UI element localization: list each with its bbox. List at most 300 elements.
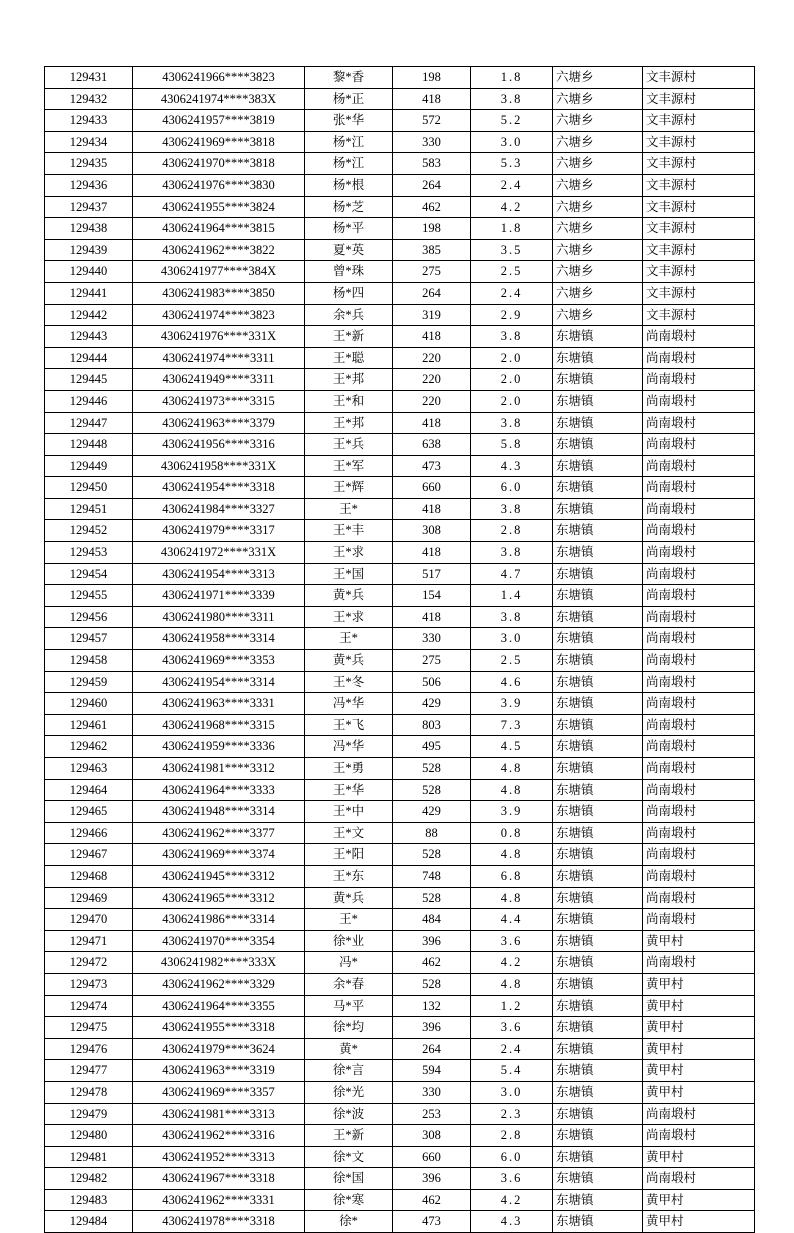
cell-seq: 129446 bbox=[45, 390, 133, 412]
cell-town: 东塘镇 bbox=[553, 347, 643, 369]
cell-town: 东塘镇 bbox=[553, 563, 643, 585]
cell-town: 六塘乡 bbox=[553, 261, 643, 283]
cell-town: 东塘镇 bbox=[553, 995, 643, 1017]
table-row bbox=[45, 218, 755, 240]
table-row bbox=[45, 650, 755, 672]
cell-town: 东塘镇 bbox=[553, 606, 643, 628]
cell-seq: 129470 bbox=[45, 909, 133, 931]
cell-rate: 3.9 bbox=[471, 801, 553, 823]
cell-village: 尚南塅村 bbox=[643, 498, 755, 520]
cell-amount: 803 bbox=[393, 714, 471, 736]
cell-seq: 129479 bbox=[45, 1103, 133, 1125]
cell-village: 尚南塅村 bbox=[643, 758, 755, 780]
cell-amount: 220 bbox=[393, 369, 471, 391]
cell-seq: 129472 bbox=[45, 952, 133, 974]
cell-amount: 528 bbox=[393, 779, 471, 801]
cell-amount: 396 bbox=[393, 930, 471, 952]
cell-seq: 129481 bbox=[45, 1146, 133, 1168]
cell-town: 东塘镇 bbox=[553, 1189, 643, 1211]
cell-town: 东塘镇 bbox=[553, 1125, 643, 1147]
cell-amount: 429 bbox=[393, 693, 471, 715]
cell-seq: 129443 bbox=[45, 326, 133, 348]
cell-town: 东塘镇 bbox=[553, 498, 643, 520]
cell-name: 王*军 bbox=[305, 455, 393, 477]
cell-rate: 5.3 bbox=[471, 153, 553, 175]
cell-rate: 4.6 bbox=[471, 671, 553, 693]
cell-id_number: 4306241976****3830 bbox=[133, 174, 305, 196]
cell-rate: 2.5 bbox=[471, 650, 553, 672]
cell-village: 文丰源村 bbox=[643, 110, 755, 132]
cell-rate: 2.0 bbox=[471, 390, 553, 412]
cell-town: 六塘乡 bbox=[553, 174, 643, 196]
cell-rate: 3.8 bbox=[471, 326, 553, 348]
cell-village: 文丰源村 bbox=[643, 196, 755, 218]
cell-town: 东塘镇 bbox=[553, 779, 643, 801]
cell-name: 杨*四 bbox=[305, 282, 393, 304]
cell-rate: 2.8 bbox=[471, 520, 553, 542]
cell-seq: 129458 bbox=[45, 650, 133, 672]
cell-amount: 429 bbox=[393, 801, 471, 823]
cell-rate: 4.8 bbox=[471, 887, 553, 909]
table-row bbox=[45, 261, 755, 283]
cell-town: 六塘乡 bbox=[553, 67, 643, 89]
cell-id_number: 4306241962****3377 bbox=[133, 822, 305, 844]
cell-rate: 2.4 bbox=[471, 1038, 553, 1060]
cell-village: 尚南塅村 bbox=[643, 693, 755, 715]
cell-seq: 129467 bbox=[45, 844, 133, 866]
table-row bbox=[45, 1146, 755, 1168]
cell-name: 曾*珠 bbox=[305, 261, 393, 283]
table-row bbox=[45, 887, 755, 909]
cell-id_number: 4306241962****3329 bbox=[133, 973, 305, 995]
table-row bbox=[45, 736, 755, 758]
cell-id_number: 4306241964****3333 bbox=[133, 779, 305, 801]
cell-village: 尚南塅村 bbox=[643, 844, 755, 866]
cell-amount: 660 bbox=[393, 477, 471, 499]
cell-seq: 129436 bbox=[45, 174, 133, 196]
cell-village: 文丰源村 bbox=[643, 88, 755, 110]
cell-id_number: 4306241969****3353 bbox=[133, 650, 305, 672]
cell-town: 东塘镇 bbox=[553, 1060, 643, 1082]
cell-name: 黄*兵 bbox=[305, 650, 393, 672]
cell-rate: 3.8 bbox=[471, 498, 553, 520]
cell-name: 冯*华 bbox=[305, 693, 393, 715]
cell-amount: 88 bbox=[393, 822, 471, 844]
cell-rate: 2.4 bbox=[471, 282, 553, 304]
cell-rate: 3.5 bbox=[471, 239, 553, 261]
cell-village: 尚南塅村 bbox=[643, 1125, 755, 1147]
cell-name: 王*文 bbox=[305, 822, 393, 844]
cell-id_number: 4306241955****3824 bbox=[133, 196, 305, 218]
cell-seq: 129444 bbox=[45, 347, 133, 369]
cell-seq: 129435 bbox=[45, 153, 133, 175]
cell-name: 黄*兵 bbox=[305, 585, 393, 607]
cell-id_number: 4306241979****3317 bbox=[133, 520, 305, 542]
table-row bbox=[45, 196, 755, 218]
cell-seq: 129451 bbox=[45, 498, 133, 520]
cell-village: 文丰源村 bbox=[643, 282, 755, 304]
cell-name: 徐*光 bbox=[305, 1081, 393, 1103]
cell-village: 尚南塅村 bbox=[643, 650, 755, 672]
cell-village: 文丰源村 bbox=[643, 239, 755, 261]
table-row bbox=[45, 110, 755, 132]
cell-seq: 129463 bbox=[45, 758, 133, 780]
cell-town: 东塘镇 bbox=[553, 909, 643, 931]
cell-name: 杨*江 bbox=[305, 131, 393, 153]
cell-id_number: 4306241966****3823 bbox=[133, 67, 305, 89]
cell-name: 徐*业 bbox=[305, 930, 393, 952]
cell-rate: 4.8 bbox=[471, 779, 553, 801]
cell-amount: 385 bbox=[393, 239, 471, 261]
cell-name: 王*中 bbox=[305, 801, 393, 823]
cell-village: 黄甲村 bbox=[643, 995, 755, 1017]
cell-rate: 3.6 bbox=[471, 1017, 553, 1039]
cell-town: 东塘镇 bbox=[553, 973, 643, 995]
table-row bbox=[45, 369, 755, 391]
cell-seq: 129461 bbox=[45, 714, 133, 736]
cell-name: 王*冬 bbox=[305, 671, 393, 693]
cell-id_number: 4306241952****3313 bbox=[133, 1146, 305, 1168]
table-row bbox=[45, 973, 755, 995]
cell-amount: 418 bbox=[393, 412, 471, 434]
cell-village: 尚南塅村 bbox=[643, 909, 755, 931]
cell-rate: 1.8 bbox=[471, 218, 553, 240]
table-row bbox=[45, 1211, 755, 1233]
cell-id_number: 4306241974****383X bbox=[133, 88, 305, 110]
cell-id_number: 4306241986****3314 bbox=[133, 909, 305, 931]
cell-village: 尚南塅村 bbox=[643, 412, 755, 434]
cell-town: 东塘镇 bbox=[553, 369, 643, 391]
cell-rate: 1.4 bbox=[471, 585, 553, 607]
table-row bbox=[45, 67, 755, 89]
cell-seq: 129471 bbox=[45, 930, 133, 952]
cell-name: 余*春 bbox=[305, 973, 393, 995]
cell-id_number: 4306241981****3313 bbox=[133, 1103, 305, 1125]
cell-rate: 4.3 bbox=[471, 1211, 553, 1233]
cell-amount: 528 bbox=[393, 887, 471, 909]
cell-town: 六塘乡 bbox=[553, 239, 643, 261]
table-row bbox=[45, 995, 755, 1017]
cell-village: 尚南塅村 bbox=[643, 455, 755, 477]
cell-id_number: 4306241973****3315 bbox=[133, 390, 305, 412]
cell-amount: 748 bbox=[393, 865, 471, 887]
table-row bbox=[45, 88, 755, 110]
cell-rate: 5.4 bbox=[471, 1060, 553, 1082]
cell-town: 东塘镇 bbox=[553, 628, 643, 650]
cell-seq: 129469 bbox=[45, 887, 133, 909]
cell-id_number: 4306241959****3336 bbox=[133, 736, 305, 758]
cell-seq: 129450 bbox=[45, 477, 133, 499]
cell-town: 六塘乡 bbox=[553, 88, 643, 110]
cell-amount: 264 bbox=[393, 1038, 471, 1060]
cell-village: 尚南塅村 bbox=[643, 865, 755, 887]
cell-rate: 5.8 bbox=[471, 434, 553, 456]
cell-id_number: 4306241963****3379 bbox=[133, 412, 305, 434]
table-row bbox=[45, 1081, 755, 1103]
cell-town: 东塘镇 bbox=[553, 1211, 643, 1233]
cell-id_number: 4306241958****3314 bbox=[133, 628, 305, 650]
cell-seq: 129462 bbox=[45, 736, 133, 758]
cell-rate: 4.2 bbox=[471, 1189, 553, 1211]
table-row bbox=[45, 865, 755, 887]
cell-seq: 129448 bbox=[45, 434, 133, 456]
cell-town: 东塘镇 bbox=[553, 650, 643, 672]
cell-amount: 198 bbox=[393, 67, 471, 89]
cell-id_number: 4306241956****3316 bbox=[133, 434, 305, 456]
cell-name: 徐*言 bbox=[305, 1060, 393, 1082]
table-row bbox=[45, 326, 755, 348]
cell-amount: 308 bbox=[393, 1125, 471, 1147]
table-row bbox=[45, 498, 755, 520]
cell-village: 文丰源村 bbox=[643, 153, 755, 175]
cell-village: 尚南塅村 bbox=[643, 671, 755, 693]
cell-id_number: 4306241984****3327 bbox=[133, 498, 305, 520]
cell-amount: 418 bbox=[393, 498, 471, 520]
cell-id_number: 4306241979****3624 bbox=[133, 1038, 305, 1060]
cell-amount: 264 bbox=[393, 282, 471, 304]
cell-town: 东塘镇 bbox=[553, 887, 643, 909]
cell-name: 王*和 bbox=[305, 390, 393, 412]
cell-seq: 129483 bbox=[45, 1189, 133, 1211]
table-row bbox=[45, 1017, 755, 1039]
cell-amount: 484 bbox=[393, 909, 471, 931]
cell-seq: 129434 bbox=[45, 131, 133, 153]
table-row bbox=[45, 628, 755, 650]
cell-town: 东塘镇 bbox=[553, 1168, 643, 1190]
cell-amount: 319 bbox=[393, 304, 471, 326]
cell-town: 东塘镇 bbox=[553, 455, 643, 477]
table-row bbox=[45, 952, 755, 974]
cell-name: 王*兵 bbox=[305, 434, 393, 456]
table-row bbox=[45, 671, 755, 693]
table-row bbox=[45, 412, 755, 434]
cell-village: 尚南塅村 bbox=[643, 822, 755, 844]
cell-village: 尚南塅村 bbox=[643, 563, 755, 585]
table-row bbox=[45, 1189, 755, 1211]
cell-seq: 129454 bbox=[45, 563, 133, 585]
cell-id_number: 4306241977****384X bbox=[133, 261, 305, 283]
cell-rate: 3.0 bbox=[471, 628, 553, 650]
table-row bbox=[45, 779, 755, 801]
cell-village: 尚南塅村 bbox=[643, 628, 755, 650]
table-row bbox=[45, 239, 755, 261]
cell-amount: 132 bbox=[393, 995, 471, 1017]
subsidy-table bbox=[44, 66, 755, 1233]
cell-village: 黄甲村 bbox=[643, 1060, 755, 1082]
cell-id_number: 4306241983****3850 bbox=[133, 282, 305, 304]
cell-town: 东塘镇 bbox=[553, 542, 643, 564]
cell-town: 六塘乡 bbox=[553, 218, 643, 240]
cell-seq: 129478 bbox=[45, 1081, 133, 1103]
cell-rate: 2.8 bbox=[471, 1125, 553, 1147]
table-row bbox=[45, 477, 755, 499]
cell-name: 马*平 bbox=[305, 995, 393, 1017]
cell-rate: 4.7 bbox=[471, 563, 553, 585]
cell-id_number: 4306241954****3318 bbox=[133, 477, 305, 499]
cell-id_number: 4306241949****3311 bbox=[133, 369, 305, 391]
cell-name: 王*丰 bbox=[305, 520, 393, 542]
cell-seq: 129453 bbox=[45, 542, 133, 564]
cell-name: 王*求 bbox=[305, 542, 393, 564]
table-row bbox=[45, 1103, 755, 1125]
cell-id_number: 4306241982****333X bbox=[133, 952, 305, 974]
cell-rate: 3.0 bbox=[471, 131, 553, 153]
cell-rate: 4.2 bbox=[471, 952, 553, 974]
cell-name: 王* bbox=[305, 909, 393, 931]
cell-rate: 3.6 bbox=[471, 930, 553, 952]
cell-town: 东塘镇 bbox=[553, 1038, 643, 1060]
cell-name: 王*辉 bbox=[305, 477, 393, 499]
cell-id_number: 4306241978****3318 bbox=[133, 1211, 305, 1233]
table-row bbox=[45, 455, 755, 477]
cell-town: 东塘镇 bbox=[553, 758, 643, 780]
cell-id_number: 4306241962****3316 bbox=[133, 1125, 305, 1147]
cell-name: 王*东 bbox=[305, 865, 393, 887]
cell-seq: 129459 bbox=[45, 671, 133, 693]
cell-rate: 2.3 bbox=[471, 1103, 553, 1125]
cell-amount: 462 bbox=[393, 1189, 471, 1211]
cell-name: 徐*寒 bbox=[305, 1189, 393, 1211]
cell-amount: 253 bbox=[393, 1103, 471, 1125]
cell-id_number: 4306241964****3815 bbox=[133, 218, 305, 240]
cell-rate: 3.8 bbox=[471, 412, 553, 434]
cell-rate: 2.0 bbox=[471, 369, 553, 391]
cell-amount: 473 bbox=[393, 1211, 471, 1233]
cell-village: 黄甲村 bbox=[643, 1189, 755, 1211]
cell-seq: 129432 bbox=[45, 88, 133, 110]
cell-rate: 3.9 bbox=[471, 693, 553, 715]
cell-town: 六塘乡 bbox=[553, 282, 643, 304]
cell-town: 东塘镇 bbox=[553, 412, 643, 434]
cell-village: 黄甲村 bbox=[643, 1081, 755, 1103]
cell-amount: 198 bbox=[393, 218, 471, 240]
cell-seq: 129439 bbox=[45, 239, 133, 261]
cell-seq: 129433 bbox=[45, 110, 133, 132]
cell-name: 王* bbox=[305, 498, 393, 520]
table-row bbox=[45, 1038, 755, 1060]
cell-name: 徐*国 bbox=[305, 1168, 393, 1190]
table-row bbox=[45, 1168, 755, 1190]
cell-town: 东塘镇 bbox=[553, 930, 643, 952]
cell-seq: 129465 bbox=[45, 801, 133, 823]
cell-amount: 330 bbox=[393, 1081, 471, 1103]
cell-id_number: 4306241968****3315 bbox=[133, 714, 305, 736]
cell-id_number: 4306241954****3314 bbox=[133, 671, 305, 693]
table-row bbox=[45, 909, 755, 931]
cell-name: 王*邦 bbox=[305, 412, 393, 434]
table-row bbox=[45, 714, 755, 736]
cell-name: 杨*平 bbox=[305, 218, 393, 240]
cell-name: 王*求 bbox=[305, 606, 393, 628]
cell-amount: 473 bbox=[393, 455, 471, 477]
cell-name: 冯* bbox=[305, 952, 393, 974]
cell-seq: 129449 bbox=[45, 455, 133, 477]
table-row bbox=[45, 930, 755, 952]
table-row bbox=[45, 606, 755, 628]
table-row bbox=[45, 131, 755, 153]
cell-amount: 495 bbox=[393, 736, 471, 758]
cell-name: 王*邦 bbox=[305, 369, 393, 391]
cell-id_number: 4306241980****3311 bbox=[133, 606, 305, 628]
cell-name: 夏*英 bbox=[305, 239, 393, 261]
cell-town: 东塘镇 bbox=[553, 1103, 643, 1125]
cell-town: 东塘镇 bbox=[553, 1081, 643, 1103]
cell-amount: 528 bbox=[393, 973, 471, 995]
cell-town: 东塘镇 bbox=[553, 1017, 643, 1039]
cell-rate: 5.2 bbox=[471, 110, 553, 132]
cell-town: 六塘乡 bbox=[553, 110, 643, 132]
cell-rate: 0.8 bbox=[471, 822, 553, 844]
table-row bbox=[45, 304, 755, 326]
cell-village: 文丰源村 bbox=[643, 67, 755, 89]
cell-id_number: 4306241962****3822 bbox=[133, 239, 305, 261]
cell-amount: 572 bbox=[393, 110, 471, 132]
cell-village: 尚南塅村 bbox=[643, 801, 755, 823]
cell-seq: 129447 bbox=[45, 412, 133, 434]
cell-seq: 129437 bbox=[45, 196, 133, 218]
cell-amount: 506 bbox=[393, 671, 471, 693]
cell-id_number: 4306241958****331X bbox=[133, 455, 305, 477]
cell-rate: 3.6 bbox=[471, 1168, 553, 1190]
cell-id_number: 4306241972****331X bbox=[133, 542, 305, 564]
cell-village: 黄甲村 bbox=[643, 1017, 755, 1039]
cell-village: 尚南塅村 bbox=[643, 606, 755, 628]
cell-village: 尚南塅村 bbox=[643, 390, 755, 412]
cell-town: 六塘乡 bbox=[553, 131, 643, 153]
cell-rate: 3.0 bbox=[471, 1081, 553, 1103]
table-row bbox=[45, 282, 755, 304]
cell-name: 王*聪 bbox=[305, 347, 393, 369]
cell-amount: 528 bbox=[393, 844, 471, 866]
cell-amount: 220 bbox=[393, 390, 471, 412]
cell-village: 尚南塅村 bbox=[643, 434, 755, 456]
cell-town: 东塘镇 bbox=[553, 390, 643, 412]
cell-village: 黄甲村 bbox=[643, 930, 755, 952]
cell-amount: 220 bbox=[393, 347, 471, 369]
cell-name: 徐*均 bbox=[305, 1017, 393, 1039]
cell-amount: 638 bbox=[393, 434, 471, 456]
table-row bbox=[45, 520, 755, 542]
cell-name: 王*新 bbox=[305, 326, 393, 348]
cell-village: 尚南塅村 bbox=[643, 779, 755, 801]
cell-town: 东塘镇 bbox=[553, 736, 643, 758]
cell-rate: 3.8 bbox=[471, 542, 553, 564]
cell-id_number: 4306241957****3819 bbox=[133, 110, 305, 132]
table-row bbox=[45, 693, 755, 715]
cell-id_number: 4306241970****3354 bbox=[133, 930, 305, 952]
cell-name: 徐*文 bbox=[305, 1146, 393, 1168]
cell-seq: 129482 bbox=[45, 1168, 133, 1190]
cell-amount: 594 bbox=[393, 1060, 471, 1082]
cell-amount: 462 bbox=[393, 952, 471, 974]
cell-town: 东塘镇 bbox=[553, 434, 643, 456]
cell-seq: 129474 bbox=[45, 995, 133, 1017]
cell-amount: 528 bbox=[393, 758, 471, 780]
cell-amount: 517 bbox=[393, 563, 471, 585]
cell-name: 徐*波 bbox=[305, 1103, 393, 1125]
cell-name: 王*阳 bbox=[305, 844, 393, 866]
cell-rate: 6.0 bbox=[471, 1146, 553, 1168]
cell-name: 王*新 bbox=[305, 1125, 393, 1147]
cell-rate: 1.8 bbox=[471, 67, 553, 89]
cell-village: 尚南塅村 bbox=[643, 1103, 755, 1125]
table-row bbox=[45, 347, 755, 369]
cell-rate: 4.3 bbox=[471, 455, 553, 477]
cell-id_number: 4306241976****331X bbox=[133, 326, 305, 348]
cell-amount: 418 bbox=[393, 606, 471, 628]
cell-amount: 396 bbox=[393, 1168, 471, 1190]
cell-seq: 129431 bbox=[45, 67, 133, 89]
